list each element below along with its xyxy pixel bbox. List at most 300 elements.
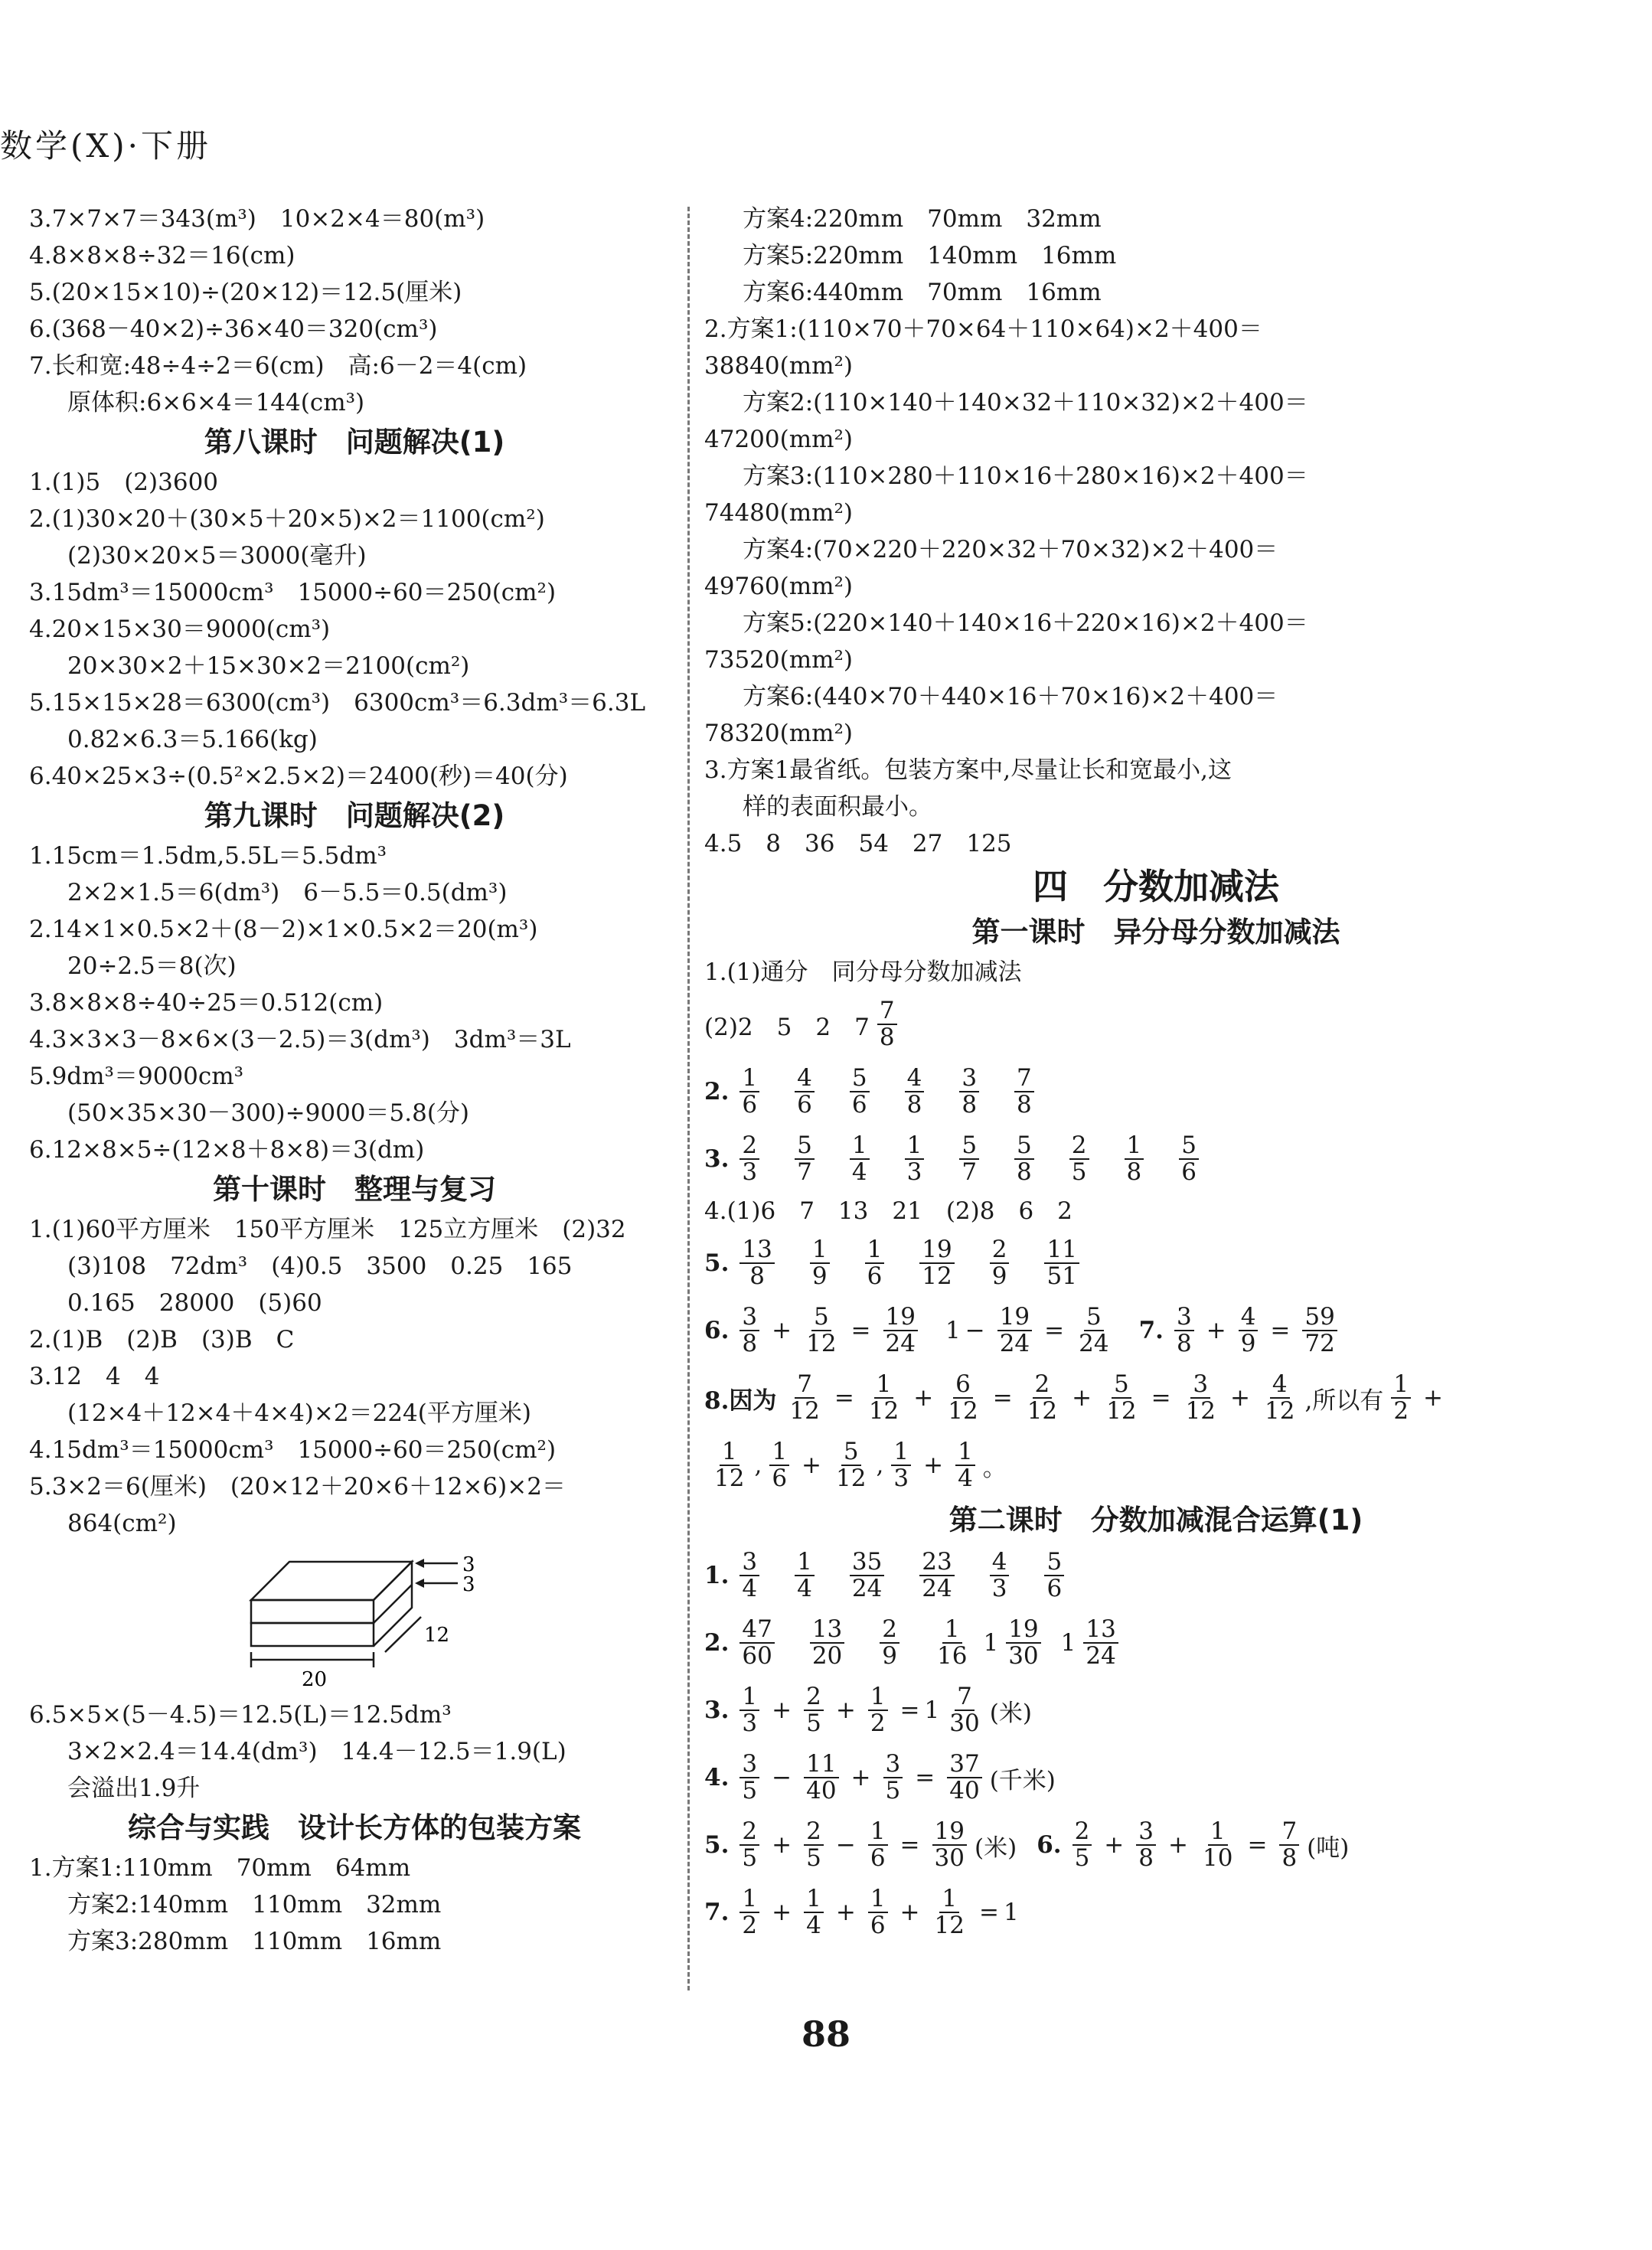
unit: (千米)	[989, 1766, 1056, 1794]
answer-line: 2.14×1×0.5×2＋(8－2)×1×0.5×2＝20(m³)	[29, 916, 538, 943]
q1b-prefix: (2)2 5 2 7	[704, 1013, 870, 1041]
denominator: 8	[1126, 1158, 1142, 1186]
fraction-list	[732, 1550, 1072, 1601]
denominator: 12	[934, 1912, 965, 1939]
answer-line: 864(cm²)	[67, 1510, 177, 1537]
question-number: 5.	[704, 1249, 730, 1277]
fraction	[883, 1305, 918, 1356]
fraction	[739, 1617, 774, 1668]
answer-line: 3.12 4 4	[29, 1363, 160, 1390]
denominator: 6	[870, 1844, 886, 1872]
denominator: 12	[948, 1397, 978, 1425]
fraction	[1125, 1133, 1144, 1184]
fraction	[868, 1819, 888, 1870]
fraction	[739, 1752, 759, 1803]
denominator: 8	[1176, 1330, 1192, 1357]
numerator: 11	[1044, 1237, 1079, 1264]
equals-sign: =	[1247, 1831, 1268, 1859]
practice-title: 综合与实践 设计长方体的包装方案	[128, 1811, 581, 1844]
fraction	[739, 1305, 759, 1356]
plus-sign: +	[1104, 1831, 1125, 1859]
numerator: 5	[1014, 1133, 1034, 1160]
fraction	[1076, 1305, 1111, 1356]
question-number: 3.	[704, 1696, 730, 1724]
question-number: 8.因为	[704, 1386, 777, 1415]
unit: (米)	[989, 1699, 1032, 1727]
box-front-lower	[251, 1623, 374, 1646]
numerator: 7	[795, 1372, 815, 1399]
fraction-line	[704, 1058, 1608, 1125]
fraction	[905, 1066, 925, 1117]
fraction	[932, 1886, 967, 1938]
denominator: 12	[806, 1330, 837, 1357]
equals-sign: =	[899, 1696, 920, 1724]
denominator: 4	[851, 1158, 867, 1186]
fraction	[787, 1372, 821, 1423]
denominator: 7	[961, 1158, 978, 1186]
answer-line: (3)108 72dm³ (4)0.5 3500 0.25 165	[67, 1252, 573, 1280]
denominator: 30	[1008, 1642, 1039, 1670]
fraction	[795, 1066, 815, 1117]
numerator: 1	[1125, 1133, 1144, 1160]
denominator: 40	[806, 1777, 837, 1804]
denominator: 6	[867, 1262, 883, 1290]
fraction	[955, 1439, 975, 1491]
numerator: 5	[811, 1305, 831, 1331]
numerator: 4	[990, 1550, 1010, 1576]
denominator: 8	[906, 1091, 922, 1118]
fraction	[1262, 1372, 1297, 1423]
box-side-seam	[374, 1585, 412, 1623]
numerator: 1	[865, 1237, 885, 1264]
denominator: 3	[991, 1575, 1007, 1602]
fraction	[1072, 1819, 1092, 1870]
plus-sign: +	[835, 1899, 856, 1926]
numerator: 7	[1279, 1819, 1299, 1846]
answer-line: 49760(mm²)	[704, 573, 854, 600]
fraction	[810, 1237, 830, 1288]
numerator: 47	[739, 1617, 774, 1644]
numerator: 1	[868, 1886, 888, 1913]
numerator: 2	[804, 1819, 824, 1846]
numerator: 2	[804, 1684, 824, 1711]
equals-sign: =	[1044, 1317, 1065, 1344]
arrow-middle-head	[415, 1579, 424, 1588]
left-column	[29, 201, 680, 1960]
fraction	[868, 1886, 888, 1938]
right-column	[704, 201, 1608, 1946]
numerator: 7	[1014, 1066, 1034, 1092]
answer-line: 方案2:(110×140＋140×32＋110×32)×2＋400＝	[743, 389, 1308, 416]
answer-line: 74480(mm²)	[704, 499, 854, 527]
answer-line: 1.方案1:110mm 70mm 64mm	[29, 1854, 411, 1882]
denominator: 6	[1046, 1575, 1063, 1602]
denominator: 9	[991, 1262, 1007, 1290]
fraction	[1200, 1819, 1235, 1870]
numerator: 2	[739, 1133, 759, 1160]
numerator: 2	[1069, 1133, 1089, 1160]
numerator: 13	[739, 1237, 774, 1264]
question-number: 3.	[704, 1145, 730, 1173]
denominator: 51	[1046, 1262, 1077, 1290]
denominator: 9	[811, 1262, 828, 1290]
equals-sign: =	[992, 1384, 1013, 1412]
denominator: 8	[1281, 1844, 1298, 1872]
denominator: 6	[742, 1091, 758, 1118]
answer-line: 6.40×25×3÷(0.5²×2.5×2)＝2400(秒)＝40(分)	[29, 763, 568, 790]
numerator: 2	[739, 1819, 759, 1846]
answer-line: 方案4:220mm 70mm 32mm	[743, 205, 1102, 233]
denominator: 5	[742, 1844, 758, 1872]
fraction	[804, 1684, 824, 1736]
numerator: 1	[739, 1684, 759, 1711]
fraction	[1069, 1133, 1089, 1184]
answer-line: 6.12×8×5÷(12×8＋8×8)＝3(dm)	[29, 1136, 425, 1164]
numerator: 19	[919, 1237, 954, 1264]
numerator: 5	[1179, 1133, 1199, 1160]
answer-line: 73520(mm²)	[704, 646, 854, 674]
answer-line: (50×35×30－300)÷9000＝5.8(分)	[67, 1099, 470, 1127]
fraction-line	[704, 991, 1608, 1058]
numerator: 1	[795, 1550, 815, 1576]
fraction	[868, 1684, 888, 1736]
whole-number: 1	[983, 1629, 999, 1657]
denominator: 8	[1017, 1158, 1032, 1186]
fraction	[1044, 1550, 1064, 1601]
numerator: 13	[1083, 1617, 1118, 1644]
fraction	[945, 1372, 980, 1423]
numerator: 1	[874, 1372, 894, 1399]
numerator: 59	[1302, 1305, 1337, 1331]
plus-sign: +	[1072, 1384, 1092, 1412]
numerator: 3	[739, 1752, 759, 1778]
numerator: 3	[883, 1752, 903, 1778]
answer-line: 2.(1)B (2)B (3)B C	[29, 1326, 295, 1354]
minus-sign: −	[772, 1764, 792, 1791]
minus-sign: −	[965, 1317, 985, 1344]
numerator: 4	[905, 1066, 925, 1092]
chapter-title: 四 分数加减法	[1033, 866, 1279, 907]
fraction	[804, 1819, 824, 1870]
numerator: 1	[868, 1819, 888, 1846]
denominator: 6	[870, 1912, 886, 1939]
answer-line: 方案4:(70×220＋220×32＋70×32)×2＋400＝	[743, 536, 1278, 563]
fraction	[769, 1439, 789, 1491]
denominator: 3	[742, 1158, 758, 1186]
fraction-line	[704, 1744, 1608, 1811]
numerator: 37	[947, 1752, 981, 1778]
numerator: 1	[868, 1684, 888, 1711]
minus-sign: −	[835, 1831, 856, 1859]
fraction	[1279, 1819, 1299, 1870]
question-number: 7.	[704, 1899, 730, 1926]
answer-line: 20÷2.5＝8(次)	[67, 952, 237, 980]
numerator: 1	[939, 1886, 959, 1913]
fraction	[1136, 1819, 1156, 1870]
answer-line: 3.8×8×8÷40÷25＝0.512(cm)	[29, 989, 384, 1017]
answer-line: 会溢出1.9升	[67, 1775, 201, 1802]
fraction-list	[732, 1066, 1041, 1117]
answer-line: 1.15cm＝1.5dm,5.5L＝5.5dm³	[29, 842, 387, 870]
lesson8-title: 第八课时 问题解决(1)	[204, 426, 505, 459]
denominator: 3	[893, 1465, 909, 1492]
numerator: 19	[1006, 1617, 1040, 1644]
answer-line: 方案6:(440×70＋440×16＋70×16)×2＋400＝	[743, 683, 1278, 710]
answer-line: 4.3×3×3－8×6×(3－2.5)＝3(dm³) 3dm³＝3L	[29, 1026, 571, 1053]
fraction-line	[704, 1879, 1608, 1946]
numerator: 1	[1391, 1372, 1411, 1399]
numerator: 7	[877, 998, 897, 1025]
denominator: 8	[1138, 1844, 1154, 1872]
denominator: 8	[742, 1330, 758, 1357]
label-depth-12: 12	[424, 1624, 450, 1647]
answer-line: 方案3:(110×280＋110×16＋280×16)×2＋400＝	[743, 462, 1308, 490]
numerator: 3	[1190, 1372, 1210, 1399]
answer-line: 47200(mm²)	[704, 426, 854, 453]
answer-line: 20×30×2＋15×30×2＝2100(cm²)	[67, 652, 470, 680]
whole-number: 1	[1003, 1899, 1019, 1926]
fraction-line	[704, 1609, 1608, 1677]
denominator: 12	[868, 1397, 899, 1425]
answer-line: 5.15×15×28＝6300(cm³) 6300cm³＝6.3dm³＝6.3L	[29, 689, 646, 717]
fraction-line	[704, 1229, 1608, 1297]
answer-line: 方案6:440mm 70mm 16mm	[743, 279, 1102, 306]
fraction	[739, 1133, 759, 1184]
numerator: 11	[804, 1752, 838, 1778]
answer-line: 原体积:6×6×4＝144(cm³)	[67, 389, 365, 416]
denominator: 2	[1393, 1397, 1409, 1425]
box-top-face	[251, 1562, 412, 1600]
fraction-list	[732, 1133, 1206, 1184]
plus-sign: +	[772, 1899, 792, 1926]
denominator: 6	[772, 1465, 788, 1492]
denominator: 6	[1181, 1158, 1197, 1186]
answer-line: 38840(mm²)	[704, 352, 854, 380]
denominator: 5	[1074, 1844, 1090, 1872]
denominator: 8	[749, 1262, 765, 1290]
numerator: 5	[1044, 1550, 1064, 1576]
equals-sign: =	[834, 1384, 854, 1412]
numerator: 1	[942, 1617, 962, 1644]
numerator: 1	[769, 1439, 789, 1466]
page-header: 数学(X)·下册	[0, 127, 212, 165]
fraction	[891, 1439, 911, 1491]
numerator: 19	[883, 1305, 918, 1331]
lesson10-title: 第十课时 整理与复习	[213, 1173, 496, 1206]
denominator: 8	[879, 1024, 895, 1051]
answer-line: 6.5×5×(5－4.5)＝12.5(L)＝12.5dm³	[29, 1701, 452, 1729]
numerator: 1	[955, 1439, 975, 1466]
numerator: 2	[1072, 1819, 1092, 1846]
mixed-number	[1061, 1617, 1126, 1668]
comma: ,	[876, 1452, 884, 1479]
answer-line: 3.方案1最省纸。包装方案中,尽量让长和宽最小,这	[704, 756, 1232, 784]
fraction	[850, 1133, 870, 1184]
fraction	[739, 1237, 774, 1288]
answer-line: 1.(1)5 (2)3600	[29, 469, 219, 496]
answer-line: 2.方案1:(110×70＋70×64＋110×64)×2＋400＝	[704, 315, 1262, 343]
plus-sign: +	[1423, 1384, 1444, 1412]
answer-line: 1.(1)通分 同分母分数加减法	[704, 958, 1022, 986]
fraction	[739, 1550, 759, 1601]
equals-sign: =	[899, 1831, 920, 1859]
question-number: 7.	[1138, 1317, 1164, 1344]
answer-line: 1.(1)60平方厘米 150平方厘米 125立方厘米 (2)32	[29, 1216, 626, 1243]
fraction	[804, 1752, 838, 1803]
denominator: 4	[742, 1575, 758, 1602]
denominator: 20	[811, 1642, 843, 1670]
fraction	[739, 1066, 759, 1117]
fraction	[1183, 1372, 1218, 1423]
denominator: 3	[742, 1710, 758, 1737]
numerator: 1	[804, 1886, 824, 1913]
q8-so-text: ,所以有	[1304, 1386, 1384, 1415]
numerator: 1	[905, 1133, 925, 1160]
fraction	[739, 1819, 759, 1870]
fraction	[1025, 1372, 1059, 1423]
numerator: 19	[932, 1819, 967, 1846]
denominator: 24	[1086, 1642, 1116, 1670]
answer-line: 方案2:140mm 110mm 32mm	[67, 1891, 442, 1919]
denominator: 12	[714, 1465, 745, 1492]
answer-line: 2.(1)30×20＋(30×5＋20×5)×2＝1100(cm²)	[29, 505, 545, 533]
plus-sign: +	[923, 1452, 944, 1479]
answer-line: 2×2×1.5＝6(dm³) 6－5.5＝0.5(dm³)	[67, 879, 508, 906]
fraction	[810, 1617, 844, 1668]
plus-sign: +	[899, 1899, 920, 1926]
whole-number: 1	[945, 1317, 961, 1344]
fraction	[850, 1550, 884, 1601]
column-divider	[687, 207, 690, 1990]
denominator: 4	[958, 1465, 973, 1492]
denominator: 3	[906, 1158, 922, 1186]
denominator: 12	[1027, 1397, 1058, 1425]
question-number: 5.	[704, 1831, 730, 1859]
answer-line: (12×4＋12×4＋4×4)×2＝224(平方厘米)	[67, 1399, 531, 1427]
answer-line: 方案5:(220×140＋140×16＋220×16)×2＋400＝	[743, 609, 1308, 637]
denominator: 12	[1265, 1397, 1295, 1425]
plus-sign: +	[1168, 1831, 1188, 1859]
denominator: 6	[797, 1091, 812, 1118]
answer-line: 4.15dm³＝15000cm³ 15000÷60＝250(cm²)	[29, 1436, 557, 1464]
answer-line: 7.长和宽:48÷4÷2＝6(cm) 高:6－2＝4(cm)	[29, 352, 527, 380]
numerator: 7	[955, 1684, 975, 1711]
numerator: 5	[959, 1133, 979, 1160]
fraction	[877, 998, 897, 1050]
fraction	[932, 1819, 967, 1870]
fraction	[1174, 1305, 1194, 1356]
fraction	[959, 1133, 979, 1184]
denominator: 24	[885, 1330, 916, 1357]
fraction	[804, 1305, 838, 1356]
unit: (吨)	[1307, 1834, 1350, 1862]
denominator: 2	[870, 1710, 886, 1737]
denominator: 6	[851, 1091, 867, 1118]
fraction	[997, 1305, 1032, 1356]
answer-line: 4.5 8 36 54 27 125	[704, 830, 1012, 857]
fraction	[795, 1550, 815, 1601]
denominator: 12	[922, 1262, 952, 1290]
answer-line: 5.(20×15×10)÷(20×12)＝12.5(厘米)	[29, 279, 462, 306]
numerator: 4	[1239, 1305, 1259, 1331]
plus-sign: +	[1206, 1317, 1226, 1344]
numerator: 3	[739, 1305, 759, 1331]
denominator: 8	[961, 1091, 978, 1118]
fraction-line	[704, 1432, 1608, 1499]
fraction	[947, 1752, 981, 1803]
answer-line: 3.15dm³＝15000cm³ 15000÷60＝250(cm²)	[29, 579, 557, 606]
numerator: 3	[739, 1550, 759, 1576]
answer-line: 4.20×15×30＝9000(cm³)	[29, 616, 331, 643]
numerator: 5	[795, 1133, 815, 1160]
denominator: 5	[806, 1844, 821, 1872]
numerator: 1	[739, 1886, 759, 1913]
fraction	[834, 1439, 868, 1491]
question-number: 6.	[1037, 1831, 1062, 1859]
denominator: 2	[742, 1912, 758, 1939]
fraction	[865, 1237, 885, 1288]
equals-sign: =	[1270, 1317, 1291, 1344]
equals-sign: =	[978, 1899, 999, 1926]
numerator: 13	[810, 1617, 844, 1644]
label-top-3: 3	[462, 1553, 475, 1576]
fraction-line	[704, 1297, 1608, 1364]
unit: (米)	[974, 1834, 1017, 1862]
fraction-line	[704, 1542, 1608, 1609]
denominator: 8	[1017, 1091, 1032, 1118]
answer-line: 4.8×8×8÷32＝16(cm)	[29, 242, 295, 269]
stacked-box-figure	[243, 1546, 496, 1692]
plus-sign: +	[772, 1696, 792, 1724]
fraction-line	[704, 1364, 1608, 1432]
numerator: 19	[997, 1305, 1032, 1331]
fraction	[1014, 1066, 1034, 1117]
answer-line: (2)30×20×5＝3000(毫升)	[67, 542, 367, 570]
numerator: 2	[880, 1617, 899, 1644]
denominator: 30	[934, 1844, 965, 1872]
answer-line: 4.(1)6 7 13 21 (2)8 6 2	[704, 1197, 1072, 1225]
answer-line: 0.165 28000 (5)60	[67, 1289, 322, 1317]
fraction	[739, 1684, 759, 1736]
denominator: 24	[922, 1575, 952, 1602]
denominator: 12	[1106, 1397, 1137, 1425]
numerator: 4	[1270, 1372, 1290, 1399]
answer-line: 方案5:220mm 140mm 16mm	[743, 242, 1117, 269]
denominator: 5	[742, 1777, 758, 1804]
numerator: 4	[795, 1066, 815, 1092]
denominator: 24	[1079, 1330, 1109, 1357]
numerator: 5	[850, 1066, 870, 1092]
question-number: 2.	[704, 1078, 730, 1105]
denominator: 4	[797, 1575, 812, 1602]
fraction	[1302, 1305, 1337, 1356]
fraction	[1179, 1133, 1199, 1184]
plus-sign: +	[772, 1831, 792, 1859]
numerator: 5	[1112, 1372, 1131, 1399]
denominator: 4	[806, 1912, 821, 1939]
fraction	[1391, 1372, 1411, 1423]
numerator: 35	[850, 1550, 884, 1576]
fraction-list	[732, 1237, 1087, 1288]
numerator: 23	[919, 1550, 954, 1576]
label-width-20: 20	[302, 1668, 328, 1691]
numerator: 1	[1208, 1819, 1228, 1846]
lesson9-title: 第九课时 问题解决(2)	[204, 799, 505, 832]
answer-line: 6.(368－40×2)÷36×40＝320(cm³)	[29, 315, 438, 343]
answer-line: 5.9dm³＝9000cm³	[29, 1063, 244, 1090]
denominator: 72	[1304, 1330, 1335, 1357]
arrow-top-head	[415, 1559, 424, 1568]
